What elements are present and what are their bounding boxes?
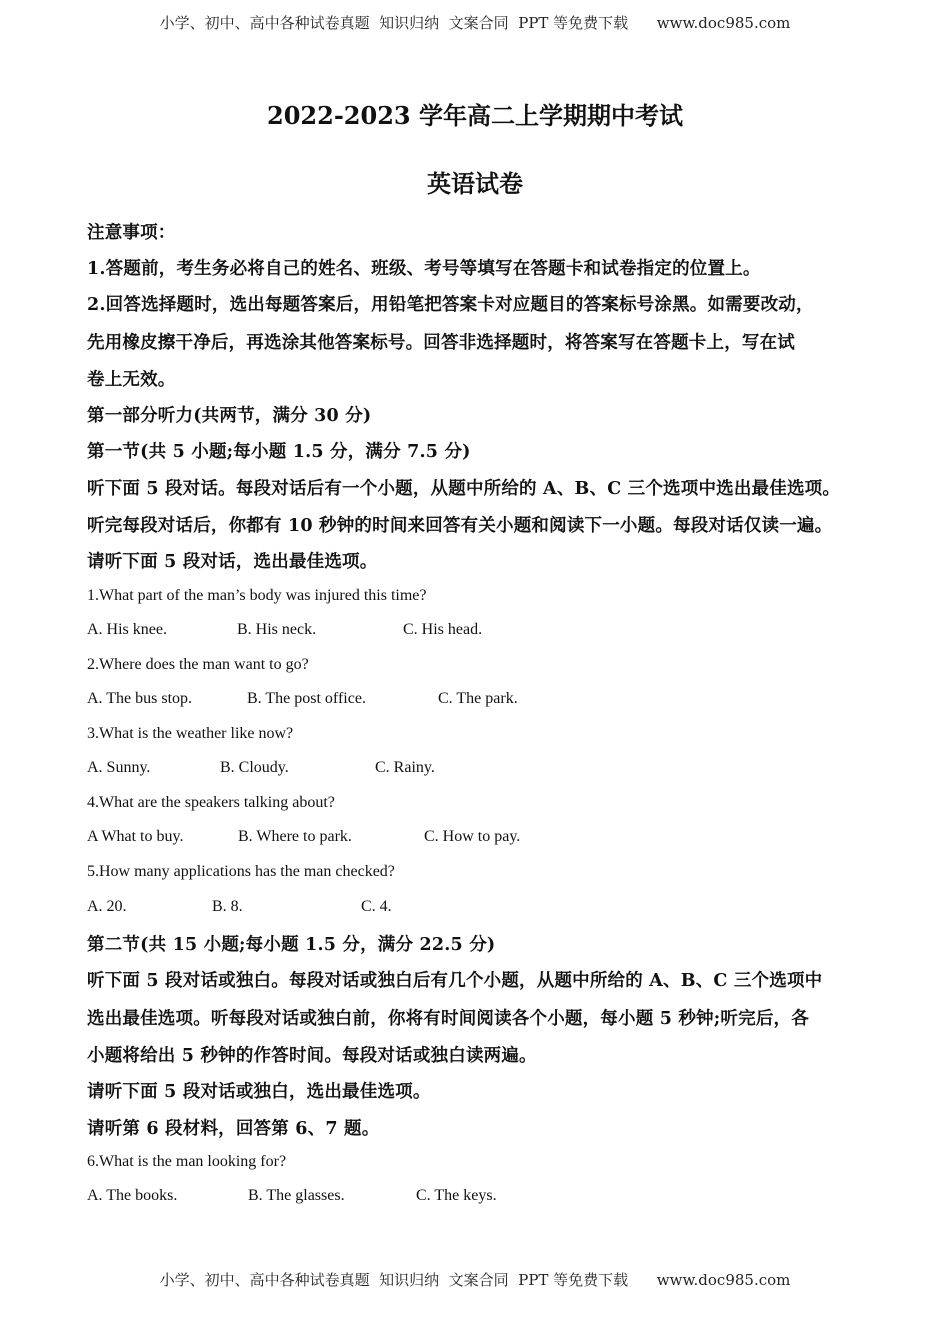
question-1-option-a[interactable]: A. His knee. [87, 621, 167, 638]
question-1-stem: 1.What part of the man’s body was injured this time? [87, 587, 427, 604]
notice-heading: 注意事项： [87, 223, 176, 243]
question-5-option-c[interactable]: C. 4. [361, 898, 392, 915]
section2-instruction-line-4: 请听下面 5 段对话或独白，选出最佳选项。 [87, 1082, 431, 1102]
question-5-option-b[interactable]: B. 8. [212, 898, 243, 915]
question-3-stem: 3.What is the weather like now? [87, 725, 294, 742]
section2-instruction-line-3: 小题将给出 5 秒钟的作答时间。每段对话或独白读两遍。 [87, 1046, 537, 1066]
question-4-stem: 4.What are the speakers talking about? [87, 794, 335, 811]
section1-instruction-line-1: 听下面 5 段对话。每段对话后有一个小题，从题中所给的 A、B、C 三个选项中选出最佳选项。 [87, 479, 841, 499]
material-6-instruction: 请听第 6 段材料，回答第 6、7 题。 [87, 1119, 380, 1139]
question-6-option-a[interactable]: A. The books. [87, 1187, 178, 1204]
question-4-option-c[interactable]: C. How to pay. [424, 828, 521, 845]
section1-instruction-line-3: 请听下面 5 段对话，选出最佳选项。 [87, 552, 378, 572]
question-4-option-a[interactable]: A What to buy. [87, 828, 184, 845]
question-6-option-b[interactable]: B. The glasses. [248, 1187, 345, 1204]
page-footer: 小学、初中、高中各种试卷真题 知识归纳 文案合同 PPT 等免费下载 www.doc985.com [159, 1271, 791, 1289]
question-3-option-b[interactable]: B. Cloudy. [220, 759, 289, 776]
notice-item-2-line-3: 卷上无效。 [87, 370, 176, 390]
part1-heading: 第一部分听力(共两节，满分 30 分) [87, 406, 372, 426]
notice-item-2-line-1: 2.回答选择题时，选出每题答案后，用铅笔把答案卡对应题目的答案标号涂黑。如需要改动， [87, 295, 814, 315]
question-6-option-c[interactable]: C. The keys. [416, 1187, 497, 1204]
question-2-option-c[interactable]: C. The park. [438, 690, 518, 707]
question-1-option-c[interactable]: C. His head. [403, 621, 483, 638]
question-1-option-b[interactable]: B. His neck. [237, 621, 317, 638]
notice-item-1: 1.答题前，考生务必将自己的姓名、班级、考号等填写在答题卡和试卷指定的位置上。 [87, 259, 761, 279]
question-2-option-b[interactable]: B. The post office. [247, 690, 366, 707]
page-header: 小学、初中、高中各种试卷真题 知识归纳 文案合同 PPT 等免费下载 www.doc985.com [159, 14, 791, 32]
question-6-stem: 6.What is the man looking for? [87, 1153, 287, 1170]
question-5-stem: 5.How many applications has the man checked? [87, 863, 395, 880]
notice-item-2-line-2: 先用橡皮擦干净后，再选涂其他答案标号。回答非选择题时，将答案写在答题卡上，写在试 [87, 333, 795, 353]
section2-instruction-line-1: 听下面 5 段对话或独白。每段对话或独白后有几个小题，从题中所给的 A、B、C 三个选项中 [87, 971, 823, 991]
question-2-stem: 2.Where does the man want to go? [87, 656, 309, 673]
question-5-option-a[interactable]: A. 20. [87, 898, 127, 915]
section2-instruction-line-2: 选出最佳选项。听每段对话或独白前，你将有时间阅读各个小题，每小题 5 秒钟;听完后，各 [87, 1009, 809, 1029]
section2-heading: 第二节(共 15 小题;每小题 1.5 分，满分 22.5 分) [87, 935, 496, 955]
question-3-option-c[interactable]: C. Rainy. [375, 759, 435, 776]
exam-subject-title: 英语试卷 [427, 169, 523, 198]
section1-instruction-line-2: 听完每段对话后，你都有 10 秒钟的时间来回答有关小题和阅读下一小题。每段对话仅读一遍。 [87, 516, 833, 536]
question-4-option-b[interactable]: B. Where to park. [238, 828, 352, 845]
question-2-option-a[interactable]: A. The bus stop. [87, 690, 193, 707]
question-3-option-a[interactable]: A. Sunny. [87, 759, 151, 776]
section1-heading: 第一节(共 5 小题;每小题 1.5 分，满分 7.5 分) [87, 442, 471, 462]
exam-title: 2022-2023 学年高二上学期期中考试 [267, 101, 683, 130]
